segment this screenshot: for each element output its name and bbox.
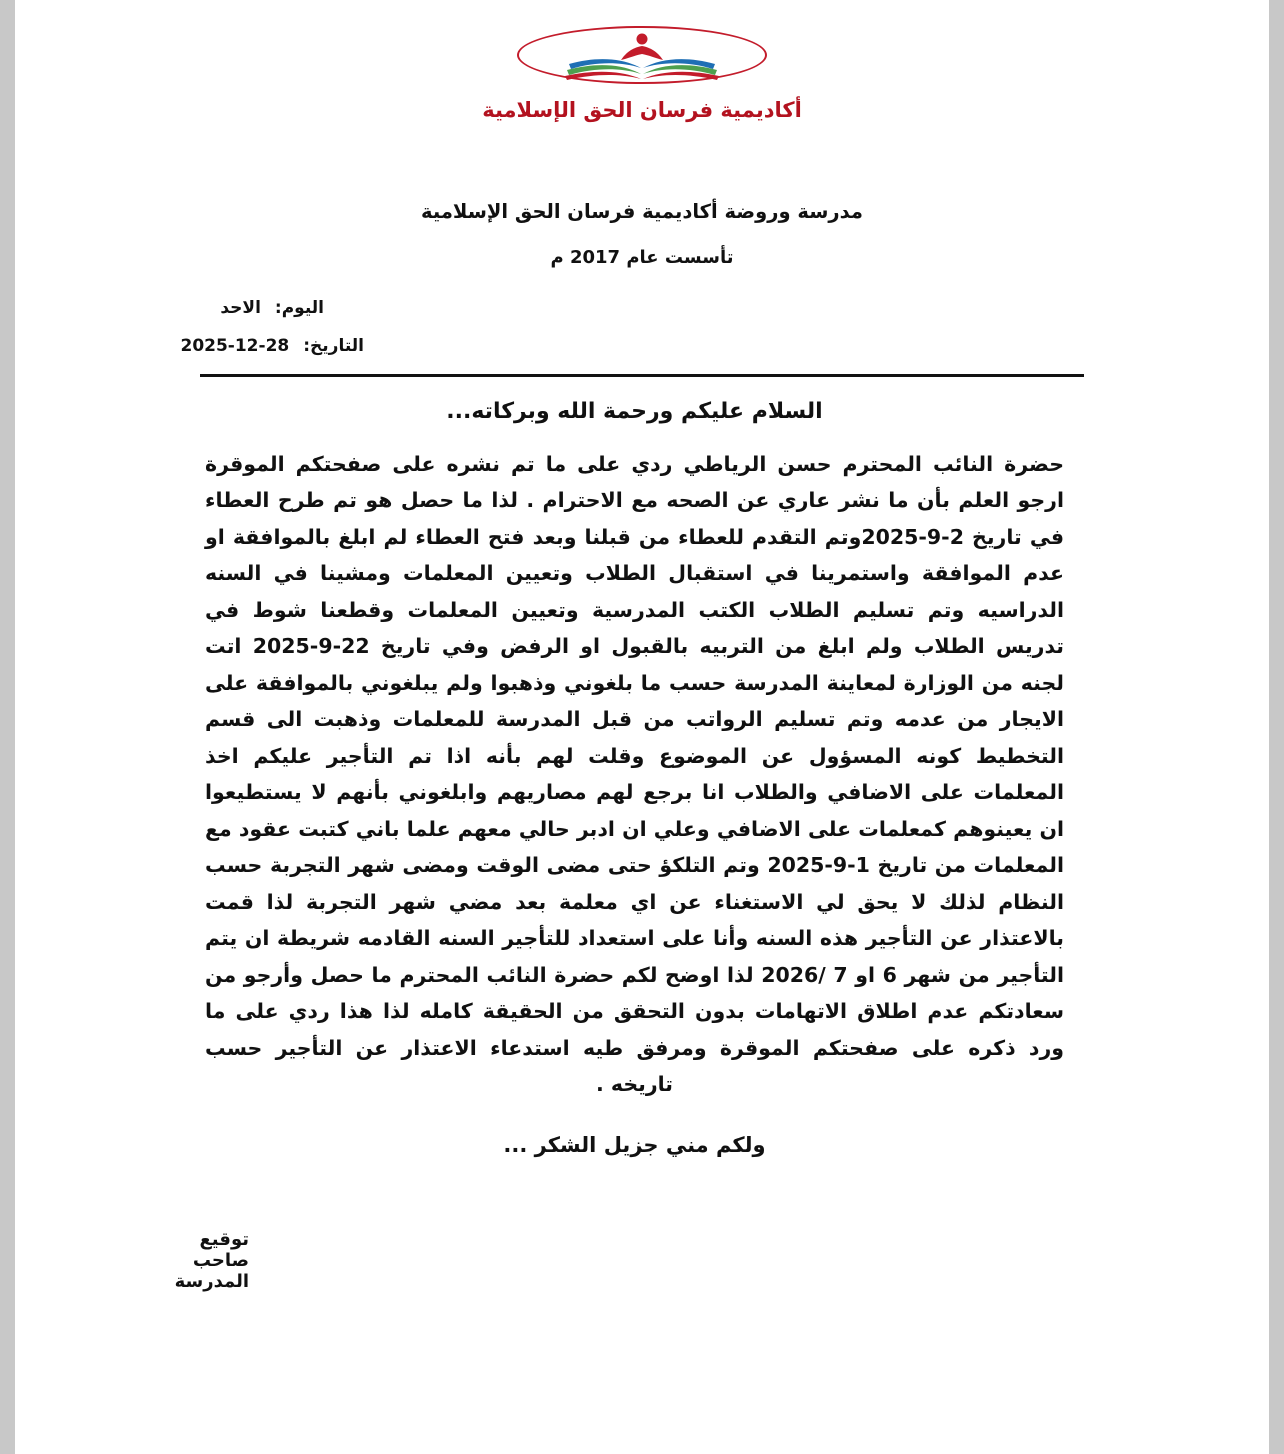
date-label: التاريخ: bbox=[303, 336, 364, 356]
day-value: الاحد bbox=[220, 298, 261, 318]
school-title: مدرسة وروضة أكاديمية فرسان الحق الإسلامية bbox=[421, 200, 863, 223]
letter-greeting: السلام عليكم ورحمة الله وبركاته... bbox=[446, 399, 823, 424]
date-row bbox=[15, 336, 1269, 356]
day-row bbox=[15, 298, 1269, 318]
founded-year: تأسست عام 2017 م bbox=[550, 247, 734, 268]
logo-block bbox=[15, 0, 1269, 122]
meta-block bbox=[15, 298, 1269, 356]
signature-line: توقيع صاحب المدرسة bbox=[174, 1228, 249, 1292]
date-value: 2025-12-28 bbox=[180, 336, 290, 356]
academy-logo-icon bbox=[515, 26, 769, 88]
document-page bbox=[15, 0, 1269, 1454]
open-book-with-person-icon bbox=[557, 28, 727, 84]
day-label: اليوم: bbox=[274, 298, 324, 318]
academy-name-logo-text: أكاديمية فرسان الحق الإسلامية bbox=[482, 98, 802, 122]
letter-body bbox=[174, 377, 1065, 1292]
letter-thanks: ولكم مني جزيل الشكر ... bbox=[503, 1132, 766, 1157]
letter-paragraph: حضرة النائب المحترم حسن الرياطي ردي على ما تم نشره على صفحتكم الموقرة ارجو العلم بأن ما نشر عاري عن الصحه مع الاحترام . لذا ما حصل هو تم طرح العطاء في تاريخ 2-9-2025وتم التقدم للعطاء من قبلنا وبعد فتح العطاء لم ابلغ بالموافقة او عدم الموافقة واستمرينا في استقبال الطلاب وتعيين المعلمات ومشينا في السنه الدراسيه وتم تسليم الطلاب الكتب المدرسية وتعيين المعلمات وقطعنا شوط في تدريس الطلاب ولم ابلغ من التربيه بالقبول او الرفض وفي تاريخ 22-9-2025 اتت لجنه من الوزارة لمعاينة المدرسة حسب ما بلغوني وذهبوا ولم يبلغوني بالموافقة على الايجار من عدمه وتم تسليم الرواتب من قبل المدرسة للمعلمات وذهبت الى قسم التخطيط كونه المسؤول عن الموضوع وقلت لهم بأنه اذا تم التأجير عليكم اخذ المعلمات على الاضافي والطلاب انا برجع لهم مصاريهم وابلغوني بأنهم لا يستطيعوا ان يعينوهم كمعلمات على الاضافي وعلي ان ادبر حالي معهم علما باني كتبت عقود مع المعلمات من تاريخ 1-9-2025 وتم التلكؤ حتى مضى الوقت ومضى شهر التجربة حسب النظام لذلك لا يحق لي الاستغناء عن اي معلمة بعد مضي شهر التجربة لذا قمت بالاعتذار عن التأجير هذه السنه وأنا على استعداد للتأجير السنه القادمه شريطة ان يتم التأجير من شهر 6 او 7 /2026 لذا اوضح لكم حضرة النائب المحترم ما حصل وأرجو من سعادتكم عدم اطلاق الاتهامات بدون التحقق من الحقيقة كامله لذا هذا ردي على ما ورد ذكره على صفحتكم الموقرة ومرفق طيه استدعاء الاعتذار عن التأجير حسب تاريخه . bbox=[205, 452, 1065, 1097]
